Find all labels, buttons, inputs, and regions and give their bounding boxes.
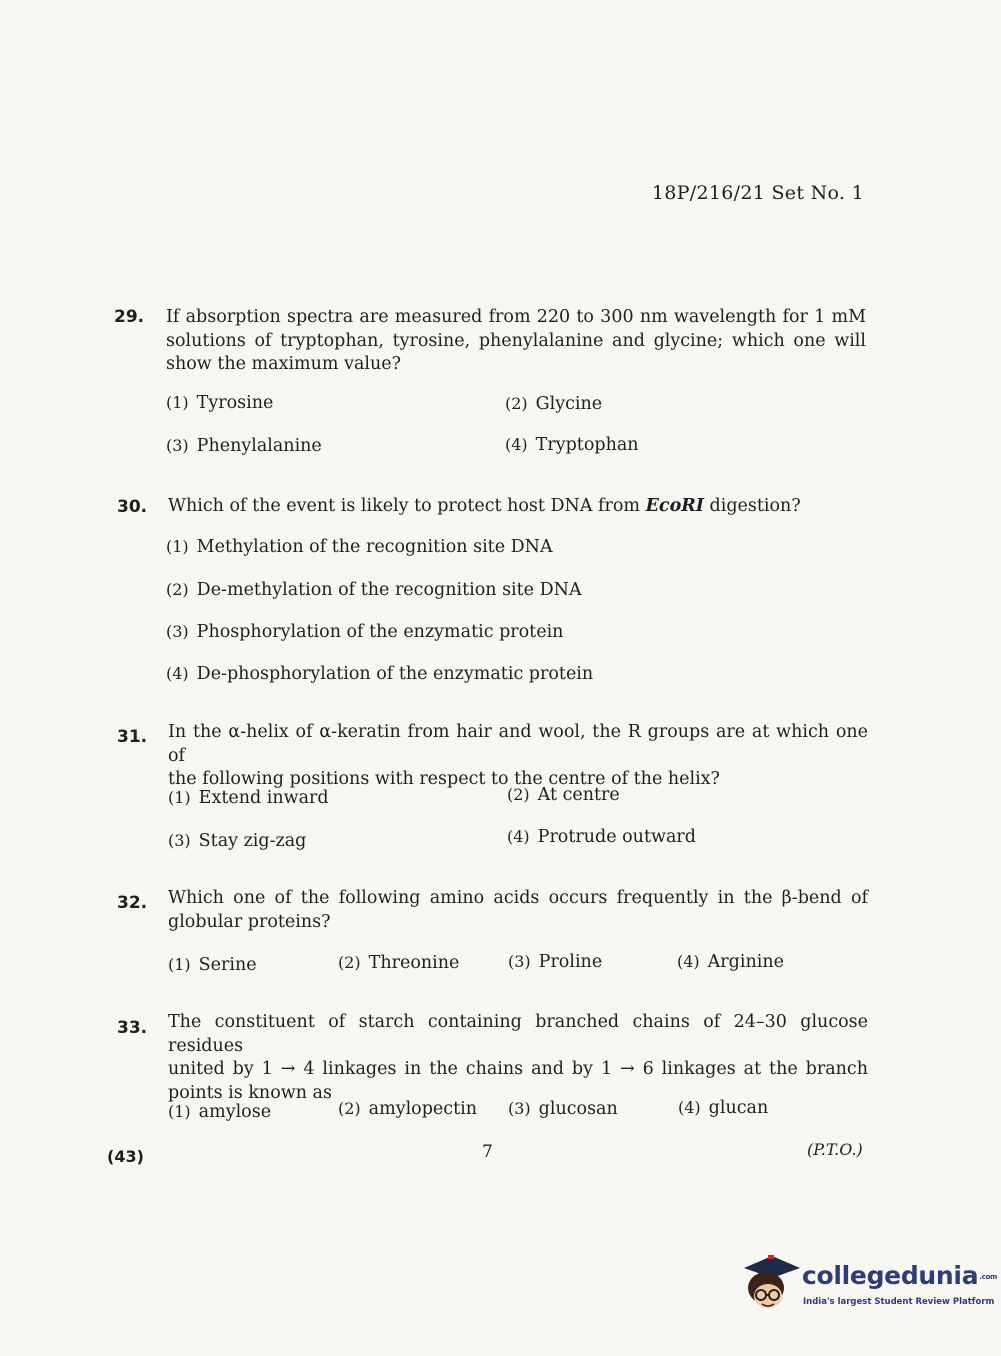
enzyme-name: EcoRI <box>645 496 704 516</box>
option-text: Tryptophan <box>535 435 639 455</box>
option-item <box>505 435 639 455</box>
set-code: 18P/216/21 Set No. 1 <box>651 182 864 204</box>
question-number: 29. <box>114 307 145 327</box>
option-item <box>677 952 784 972</box>
option-item <box>168 788 329 808</box>
option-item <box>166 393 273 413</box>
logo-name: collegedunia <box>802 1261 979 1290</box>
question-text <box>166 306 866 377</box>
option-item <box>168 831 306 851</box>
option-number: (2) <box>507 785 530 804</box>
question-text-part: digestion? <box>703 496 801 516</box>
question-text <box>168 887 868 934</box>
option-text: Arginine <box>707 952 784 972</box>
collegedunia-mascot-icon <box>742 1250 802 1314</box>
question-number: 33. <box>117 1018 148 1038</box>
option-item <box>338 1099 477 1119</box>
question-line: In the α-helix of α-keratin from hair and wool, the R groups are at which one of <box>168 722 868 766</box>
logo-wordmark <box>802 1261 997 1290</box>
page-number: 7 <box>482 1142 493 1162</box>
question-line: Which one of the following amino acids occurs frequently in the β-bend of <box>168 888 868 908</box>
option-item <box>168 955 257 975</box>
option-number: (1) <box>166 393 189 412</box>
option-text: Threonine <box>368 953 460 973</box>
option-item <box>166 436 322 456</box>
option-text: Protrude outward <box>537 827 696 847</box>
option-number: (1) <box>168 1102 191 1121</box>
option-item <box>505 394 602 414</box>
option-number: (3) <box>166 622 189 641</box>
option-item <box>678 1098 768 1118</box>
question-text <box>168 721 868 792</box>
question-line: globular proteins? <box>168 911 331 932</box>
question-line: show the maximum value? <box>166 354 401 374</box>
question-line: The constituent of starch containing branched chains of 24–30 glucose residues <box>168 1012 868 1056</box>
option-number: (3) <box>168 831 191 850</box>
option-item <box>166 664 593 684</box>
option-number: (2) <box>166 580 189 599</box>
option-number: (3) <box>166 436 189 455</box>
option-text: Tyrosine <box>196 393 274 413</box>
please-turn-over: (P.T.O.) <box>807 1140 863 1159</box>
option-text: Serine <box>198 955 257 975</box>
option-text: Methylation of the recognition site DNA <box>196 537 553 557</box>
option-item <box>338 953 459 973</box>
logo-com: .com <box>979 1273 997 1281</box>
option-item <box>166 537 553 557</box>
option-text: Extend inward <box>198 788 329 808</box>
question-number: 30. <box>117 497 148 517</box>
option-text: amylopectin <box>368 1099 477 1119</box>
option-number: (4) <box>166 664 189 683</box>
option-text: Phosphorylation of the enzymatic protein <box>196 622 564 642</box>
option-item <box>507 827 696 847</box>
question-line: the following positions with respect to the centre of the helix? <box>168 769 720 789</box>
option-text: Stay zig-zag <box>198 831 307 851</box>
booklet-code: (43) <box>107 1147 144 1166</box>
option-text: De-methylation of the recognition site DNA <box>196 580 582 600</box>
option-item <box>166 580 582 600</box>
option-number: (3) <box>508 952 531 971</box>
option-text: Phenylalanine <box>196 436 322 456</box>
option-number: (4) <box>677 952 700 971</box>
question-text <box>168 495 868 519</box>
option-number: (2) <box>338 1099 361 1118</box>
option-text: De-phosphorylation of the enzymatic protein <box>196 664 594 684</box>
option-number: (2) <box>338 953 361 972</box>
option-number: (1) <box>168 955 191 974</box>
option-text: glucan <box>708 1098 769 1118</box>
question-line: If absorption spectra are measured from 220 to 300 nm wavelength for 1 mM <box>166 307 866 327</box>
option-number: (2) <box>505 394 528 413</box>
option-number: (1) <box>166 537 189 556</box>
option-text: Glycine <box>535 394 603 414</box>
question-line: united by 1 → 4 linkages in the chains and by 1 → 6 linkages at the branch <box>168 1059 868 1079</box>
question-text-part: Which of the event is likely to protect host DNA from <box>168 496 646 516</box>
option-item <box>166 622 563 642</box>
option-text: glucosan <box>538 1099 618 1119</box>
option-item <box>508 1099 618 1119</box>
option-text: amylose <box>198 1102 272 1122</box>
question-number: 31. <box>117 727 148 747</box>
option-number: (4) <box>678 1098 701 1117</box>
option-text: Proline <box>538 952 603 972</box>
option-number: (1) <box>168 788 191 807</box>
question-text <box>168 1011 868 1105</box>
option-text: At centre <box>537 785 620 805</box>
question-line: points is known as <box>168 1082 332 1103</box>
question-number: 32. <box>117 893 148 913</box>
option-number: (4) <box>505 435 528 454</box>
option-item <box>507 785 620 805</box>
logo-tagline: India's largest Student Review Platform <box>803 1297 995 1307</box>
question-line: solutions of tryptophan, tyrosine, phenylalanine and glycine; which one will <box>166 330 866 351</box>
option-item <box>508 952 602 972</box>
option-item <box>168 1102 271 1122</box>
option-number: (3) <box>508 1099 531 1118</box>
option-number: (4) <box>507 827 530 846</box>
